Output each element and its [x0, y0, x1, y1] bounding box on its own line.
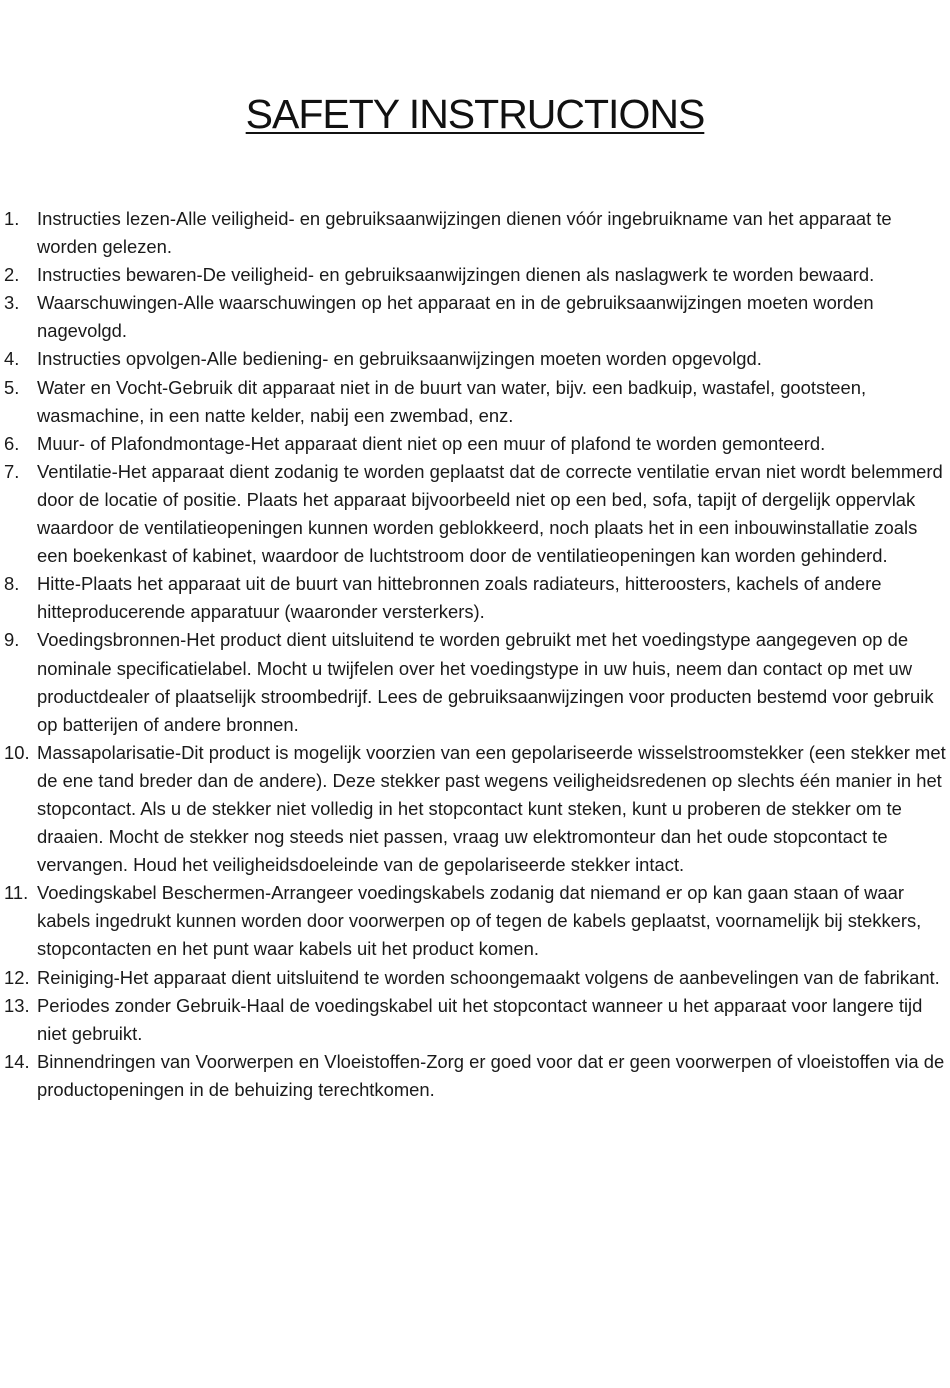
list-item [4, 345, 948, 373]
item-text: Voedingskabel Beschermen-Arrangeer voedingskabels zodanig dat niemand er op kan gaan staan of waar kabels ingedrukt kunnen worden door voorwerpen op of tegen de kabels geplaatst, voornamelijk bij stekkers, stopcontacten en het punt waar kabels uit het product komen. [37, 882, 922, 960]
safety-instructions-list [4, 205, 948, 1104]
item-number: 7. [4, 460, 20, 482]
item-number: 6. [4, 432, 20, 454]
item-number: 10. [4, 741, 30, 763]
item-text: Reiniging-Het apparaat dient uitsluitend te worden schoongemaakt volgens de aanbevelingen van de fabrikant. [37, 966, 940, 988]
item-number: 1. [4, 208, 20, 229]
list-item [4, 458, 948, 570]
item-number: 11. [4, 882, 29, 904]
item-text: Waarschuwingen-Alle waarschuwingen op het apparaat en in de gebruiksaanwijzingen moeten worden nagevolgd. [37, 292, 874, 342]
list-item [4, 205, 948, 261]
item-number: 4. [4, 348, 20, 370]
item-text: Instructies opvolgen-Alle bediening- en gebruiksaanwijzingen moeten worden opgevolgd. [37, 348, 762, 370]
list-item [4, 879, 948, 963]
list-item [4, 1048, 948, 1104]
item-text: Instructies lezen-Alle veiligheid- en gebruiksaanwijzingen dienen vóór ingebruikname van het apparaat te worden gelezen. [37, 208, 892, 258]
item-text: Massapolarisatie-Dit product is mogelijk voorzien van een gepolariseerde wisselstroomstekker (een stekker met de ene tand breder dan de andere). Deze stekker past wegens veiligheidsredenen op slechts één manier in het stopcontact. Als u de stekker niet volledig in het stopcontact kunt steken, kunt u proberen de stekker om te draaien. Mocht de stekker nog steeds niet passen, vraag uw elektromonteur dan het oude stopcontact te vervangen. Houd het veiligheidsdoeleinde van de gepolariseerde stekker intact. [37, 741, 946, 876]
item-text: Muur- of Plafondmontage-Het apparaat dient niet op een muur of plafond te worden gemonteerd. [37, 432, 826, 454]
item-number: 9. [4, 629, 20, 651]
list-item [4, 739, 948, 879]
list-item [4, 374, 948, 430]
list-item [4, 289, 948, 345]
item-number: 12. [4, 966, 30, 988]
item-text: Water en Vocht-Gebruik dit apparaat niet in de buurt van water, bijv. een badkuip, wastafel, gootsteen, wasmachine, in een natte kelder, nabij een zwembad, enz. [37, 376, 867, 426]
item-text: Periodes zonder Gebruik-Haal de voedingskabel uit het stopcontact wanneer u het apparaat voor langere tijd niet gebruikt. [37, 994, 923, 1044]
item-text: Hitte-Plaats het apparaat uit de buurt van hittebronnen zoals radiateurs, hitteroosters, kachels of andere hitteproducerende apparatuur (waaronder versterkers). [37, 573, 882, 623]
list-item [4, 992, 948, 1048]
item-number: 8. [4, 573, 20, 595]
item-number: 14. [4, 1050, 30, 1072]
item-text: Ventilatie-Het apparaat dient zodanig te worden geplaatst dat de correcte ventilatie ervan niet wordt belemmerd door de locatie of positie. Plaats het apparaat bijvoorbeeld niet op een bed, sofa, tapijt of dergelijk oppervlak waardoor de ventilatieopeningen kunnen worden geblokkeerd, noch plaats het in een inbouwinstallatie zoals een boekenkast of kabinet, waardoor de luchtstroom door de ventilatieopeningen kan worden gehinderd. [37, 460, 943, 567]
list-item [4, 626, 948, 738]
list-item [4, 570, 948, 626]
list-item [4, 261, 948, 289]
item-number: 5. [4, 376, 20, 398]
list-item [4, 964, 948, 992]
item-text: Binnendringen van Voorwerpen en Vloeistoffen-Zorg er goed voor dat er geen voorwerpen of vloeistoffen via de productopeningen in de behuizing terechtkomen. [37, 1050, 945, 1100]
item-number: 13. [4, 994, 30, 1016]
item-text: Instructies bewaren-De veiligheid- en gebruiksaanwijzingen dienen als naslagwerk te worden bewaard. [37, 264, 875, 286]
item-number: 3. [4, 292, 20, 314]
item-text: Voedingsbronnen-Het product dient uitsluitend te worden gebruikt met het voedingstype aangegeven op de nominale specificatielabel. Mocht u twijfelen over het voedingstype in uw huis, neem dan contact op met uw productdealer of plaatselijk stroombedrijf. Lees de gebruiksaanwijzingen voor producten bestemd voor gebruik op batterijen of andere bronnen. [37, 629, 934, 735]
item-number: 2. [4, 264, 20, 286]
page-title: SAFETY INSTRUCTIONS [245, 91, 705, 137]
list-item [4, 430, 948, 458]
